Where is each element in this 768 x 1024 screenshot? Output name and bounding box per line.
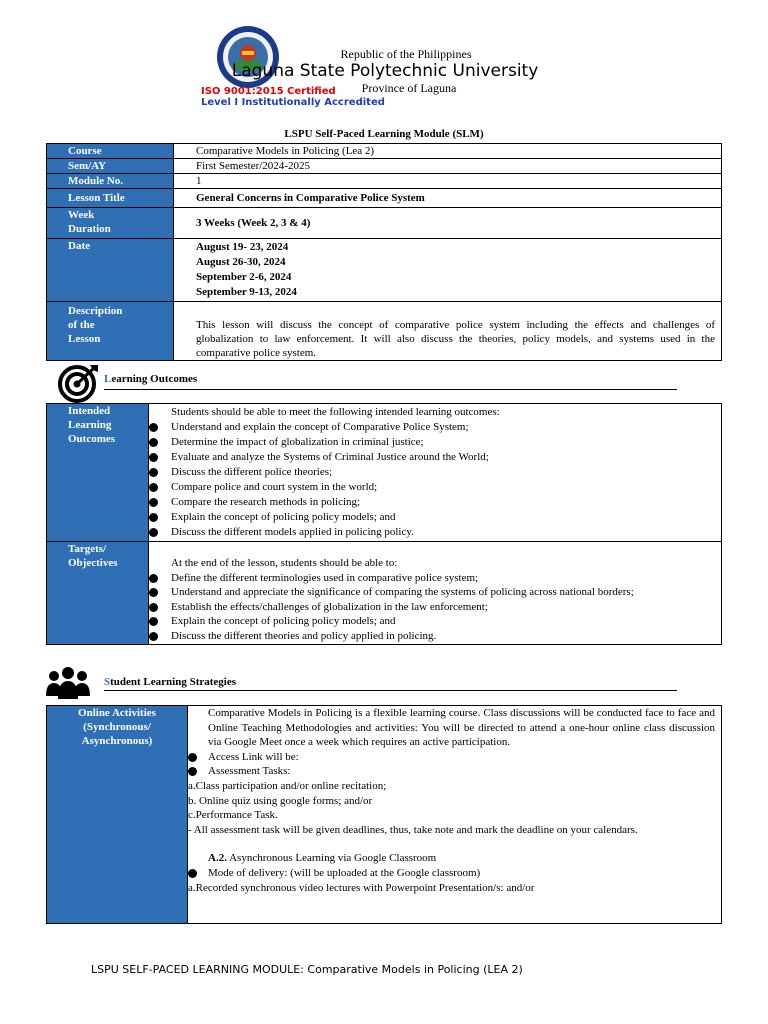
- task-item: b. Online quiz using google forms; and/or: [188, 794, 373, 807]
- list-item: [188, 750, 715, 765]
- bullet-icon: [149, 574, 158, 583]
- list-item: [171, 571, 715, 586]
- list-item: [171, 629, 715, 644]
- spacer: [188, 837, 715, 851]
- targets-content: [149, 542, 722, 645]
- description-row: [47, 302, 722, 361]
- bullet-icon: [149, 603, 158, 612]
- targets-intro: At the end of the lesson, students should be able to:: [171, 557, 398, 569]
- date-value: [174, 239, 722, 302]
- intended-intro: Students should be able to meet the following intended learning outcomes:: [171, 406, 500, 418]
- week-label-line-2: Duration: [68, 223, 111, 235]
- intended-label-line: Learning: [68, 419, 112, 431]
- description-label: [47, 302, 174, 361]
- target-icon: [58, 362, 100, 404]
- bullet-icon: [149, 483, 158, 492]
- online-label-line: Online Activities: [78, 707, 156, 719]
- group-people-icon: [45, 666, 91, 700]
- intended-label-line: Intended: [68, 405, 111, 417]
- date-row: [47, 239, 722, 302]
- bullet-icon: [149, 453, 158, 462]
- date-label: Date: [47, 239, 174, 302]
- list-item-text: Evaluate and analyze the Systems of Criminal Justice around the World;: [171, 451, 489, 463]
- targets-label: [47, 542, 149, 645]
- list-item: [171, 450, 715, 465]
- list-item-text: Understand and appreciate the significance of comparing the systems of policing across national borders;: [171, 586, 634, 598]
- intended-content: [149, 404, 722, 542]
- list-item-text: Define the different terminologies used in comparative police system;: [171, 571, 479, 584]
- online-activities-label: [47, 706, 188, 924]
- lesson-row: [47, 189, 722, 208]
- section-divider: [104, 389, 677, 390]
- list-item-text: Explain the concept of policing policy models; and: [171, 615, 396, 627]
- learning-outcomes-heading: [104, 373, 197, 385]
- list-item-text: Access Link will be:: [208, 750, 299, 763]
- list-item: [171, 510, 715, 525]
- intended-label: [47, 404, 149, 542]
- course-row: [47, 144, 722, 159]
- list-item: [171, 525, 715, 540]
- week-label-line-1: Week: [68, 209, 95, 221]
- list-item-text: Determine the impact of globalization in criminal justice;: [171, 436, 424, 448]
- week-value: 3 Weeks (Week 2, 3 & 4): [174, 208, 722, 239]
- description-label-line: of the: [68, 319, 95, 331]
- republic-text: Republic of the Philippines: [340, 47, 472, 61]
- course-value: Comparative Models in Policing (Lea 2): [174, 144, 722, 159]
- heading-rest: earning Outcomes: [111, 373, 198, 385]
- date-line: August 19- 23, 2024: [196, 241, 289, 253]
- heading-initial: L: [104, 373, 112, 385]
- list-item-text: Explain the concept of policing policy models; and: [171, 511, 396, 523]
- list-item: [171, 614, 715, 629]
- list-item: [171, 495, 715, 510]
- task-item: c.Performance Task.: [188, 809, 278, 822]
- week-label: [47, 208, 174, 239]
- list-item-text: Mode of delivery: (will be uploaded at the Google classroom): [208, 866, 481, 879]
- date-line: September 9-13, 2024: [196, 286, 297, 298]
- bullet-icon: [149, 528, 158, 537]
- bullet-icon: [149, 588, 158, 597]
- bullet-icon: [149, 423, 158, 432]
- heading-initial: S: [104, 676, 111, 688]
- heading-rest: tudent Learning Strategies: [110, 676, 237, 688]
- university-name: Laguna State Polytechnic University: [231, 61, 539, 81]
- async-title: Asynchronous Learning via Google Classroom: [226, 852, 437, 865]
- async-number: A.2.: [208, 852, 227, 865]
- page-footer: LSPU SELF-PACED LEARNING MODULE: Comparative Models in Policing (LEA 2): [91, 963, 523, 976]
- list-item-text: Discuss the different police theories;: [171, 466, 333, 478]
- bullet-icon: [188, 753, 197, 762]
- list-item: [171, 600, 715, 615]
- module-row: [47, 174, 722, 189]
- module-title: LSPU Self-Paced Learning Module (SLM): [284, 128, 484, 140]
- description-label-line: Description: [68, 305, 123, 317]
- course-label: Course: [47, 144, 174, 159]
- online-activities-row: [47, 706, 722, 924]
- online-activities-content: [188, 706, 722, 924]
- province-text: Province of Laguna: [361, 81, 457, 95]
- section-divider: [104, 690, 677, 691]
- sem-value: First Semester/2024-2025: [174, 159, 722, 174]
- online-label-line: (Synchronous/: [83, 721, 151, 733]
- intended-row: [47, 404, 722, 542]
- targets-label-line: Objectives: [68, 557, 118, 569]
- strategy-intro: Comparative Models in Policing is a flexible learning course. Class discussions will be conducted face to face and Online Teaching Methodologies and activities: You will be directed to attend a one-hour online class discussion via Google Meet once a week which requires an active participation.: [208, 707, 715, 749]
- list-item: [188, 866, 715, 881]
- bullet-icon: [149, 513, 158, 522]
- list-item-text: Understand and explain the concept of Comparative Police System;: [171, 421, 469, 433]
- task-item: a.Recorded synchronous video lectures with Powerpoint Presentation/s: and/or: [188, 881, 535, 894]
- list-item-text: Compare police and court system in the world;: [171, 481, 378, 493]
- accreditation-text: Level I Institutionally Accredited: [201, 97, 385, 108]
- week-row: [47, 208, 722, 239]
- lesson-value: General Concerns in Comparative Police System: [174, 189, 722, 208]
- bullet-icon: [188, 869, 197, 878]
- async-heading: [188, 851, 715, 866]
- list-item: [171, 480, 715, 495]
- strategies-table: [46, 705, 722, 924]
- date-line: August 26-30, 2024: [196, 256, 286, 268]
- list-item: [171, 435, 715, 450]
- bullet-icon: [149, 632, 158, 641]
- list-item: [188, 764, 715, 779]
- date-line: September 2-6, 2024: [196, 271, 292, 283]
- lesson-label: Lesson Title: [47, 189, 174, 208]
- list-item-text: Establish the effects/challenges of globalization in the law enforcement;: [171, 600, 488, 613]
- list-item: [171, 420, 715, 435]
- sem-label: Sem/AY: [47, 159, 174, 174]
- targets-label-line: Targets/: [68, 543, 107, 555]
- outcomes-table: [46, 403, 722, 645]
- list-item: [171, 465, 715, 480]
- bullet-icon: [149, 498, 158, 507]
- iso-certification: ISO 9001:2015 Certified: [201, 86, 336, 97]
- bullet-icon: [149, 468, 158, 477]
- description-label-line: Lesson: [68, 333, 101, 345]
- list-item-text: Compare the research methods in policing;: [171, 496, 361, 508]
- description-value: This lesson will discuss the concept of comparative police system including the effects and challenges of globalization to law enforcement. It will also discuss the theories, policy models, and systems used in the comparative police system.: [174, 302, 722, 361]
- bullet-icon: [149, 438, 158, 447]
- strategies-heading: [104, 676, 236, 688]
- intended-label-line: Outcomes: [68, 433, 116, 445]
- list-item-text: Discuss the different theories and policy applied in policing.: [171, 629, 437, 642]
- task-item: a.Class participation and/or online recitation;: [188, 779, 387, 792]
- list-item-text: Assessment Tasks:: [208, 765, 291, 778]
- course-info-table: [46, 143, 722, 361]
- online-label-line: Asynchronous): [81, 735, 153, 747]
- bullet-icon: [149, 617, 158, 626]
- targets-row: [47, 542, 722, 645]
- deadline-note: - All assessment task will be given deadlines, thus, take note and mark the deadline on your calendars.: [188, 823, 638, 836]
- list-item-text: Discuss the different models applied in policing policy.: [171, 526, 414, 538]
- module-value: 1: [174, 174, 722, 189]
- list-item: [171, 585, 715, 600]
- sem-row: [47, 159, 722, 174]
- bullet-icon: [188, 767, 197, 776]
- module-label: Module No.: [47, 174, 174, 189]
